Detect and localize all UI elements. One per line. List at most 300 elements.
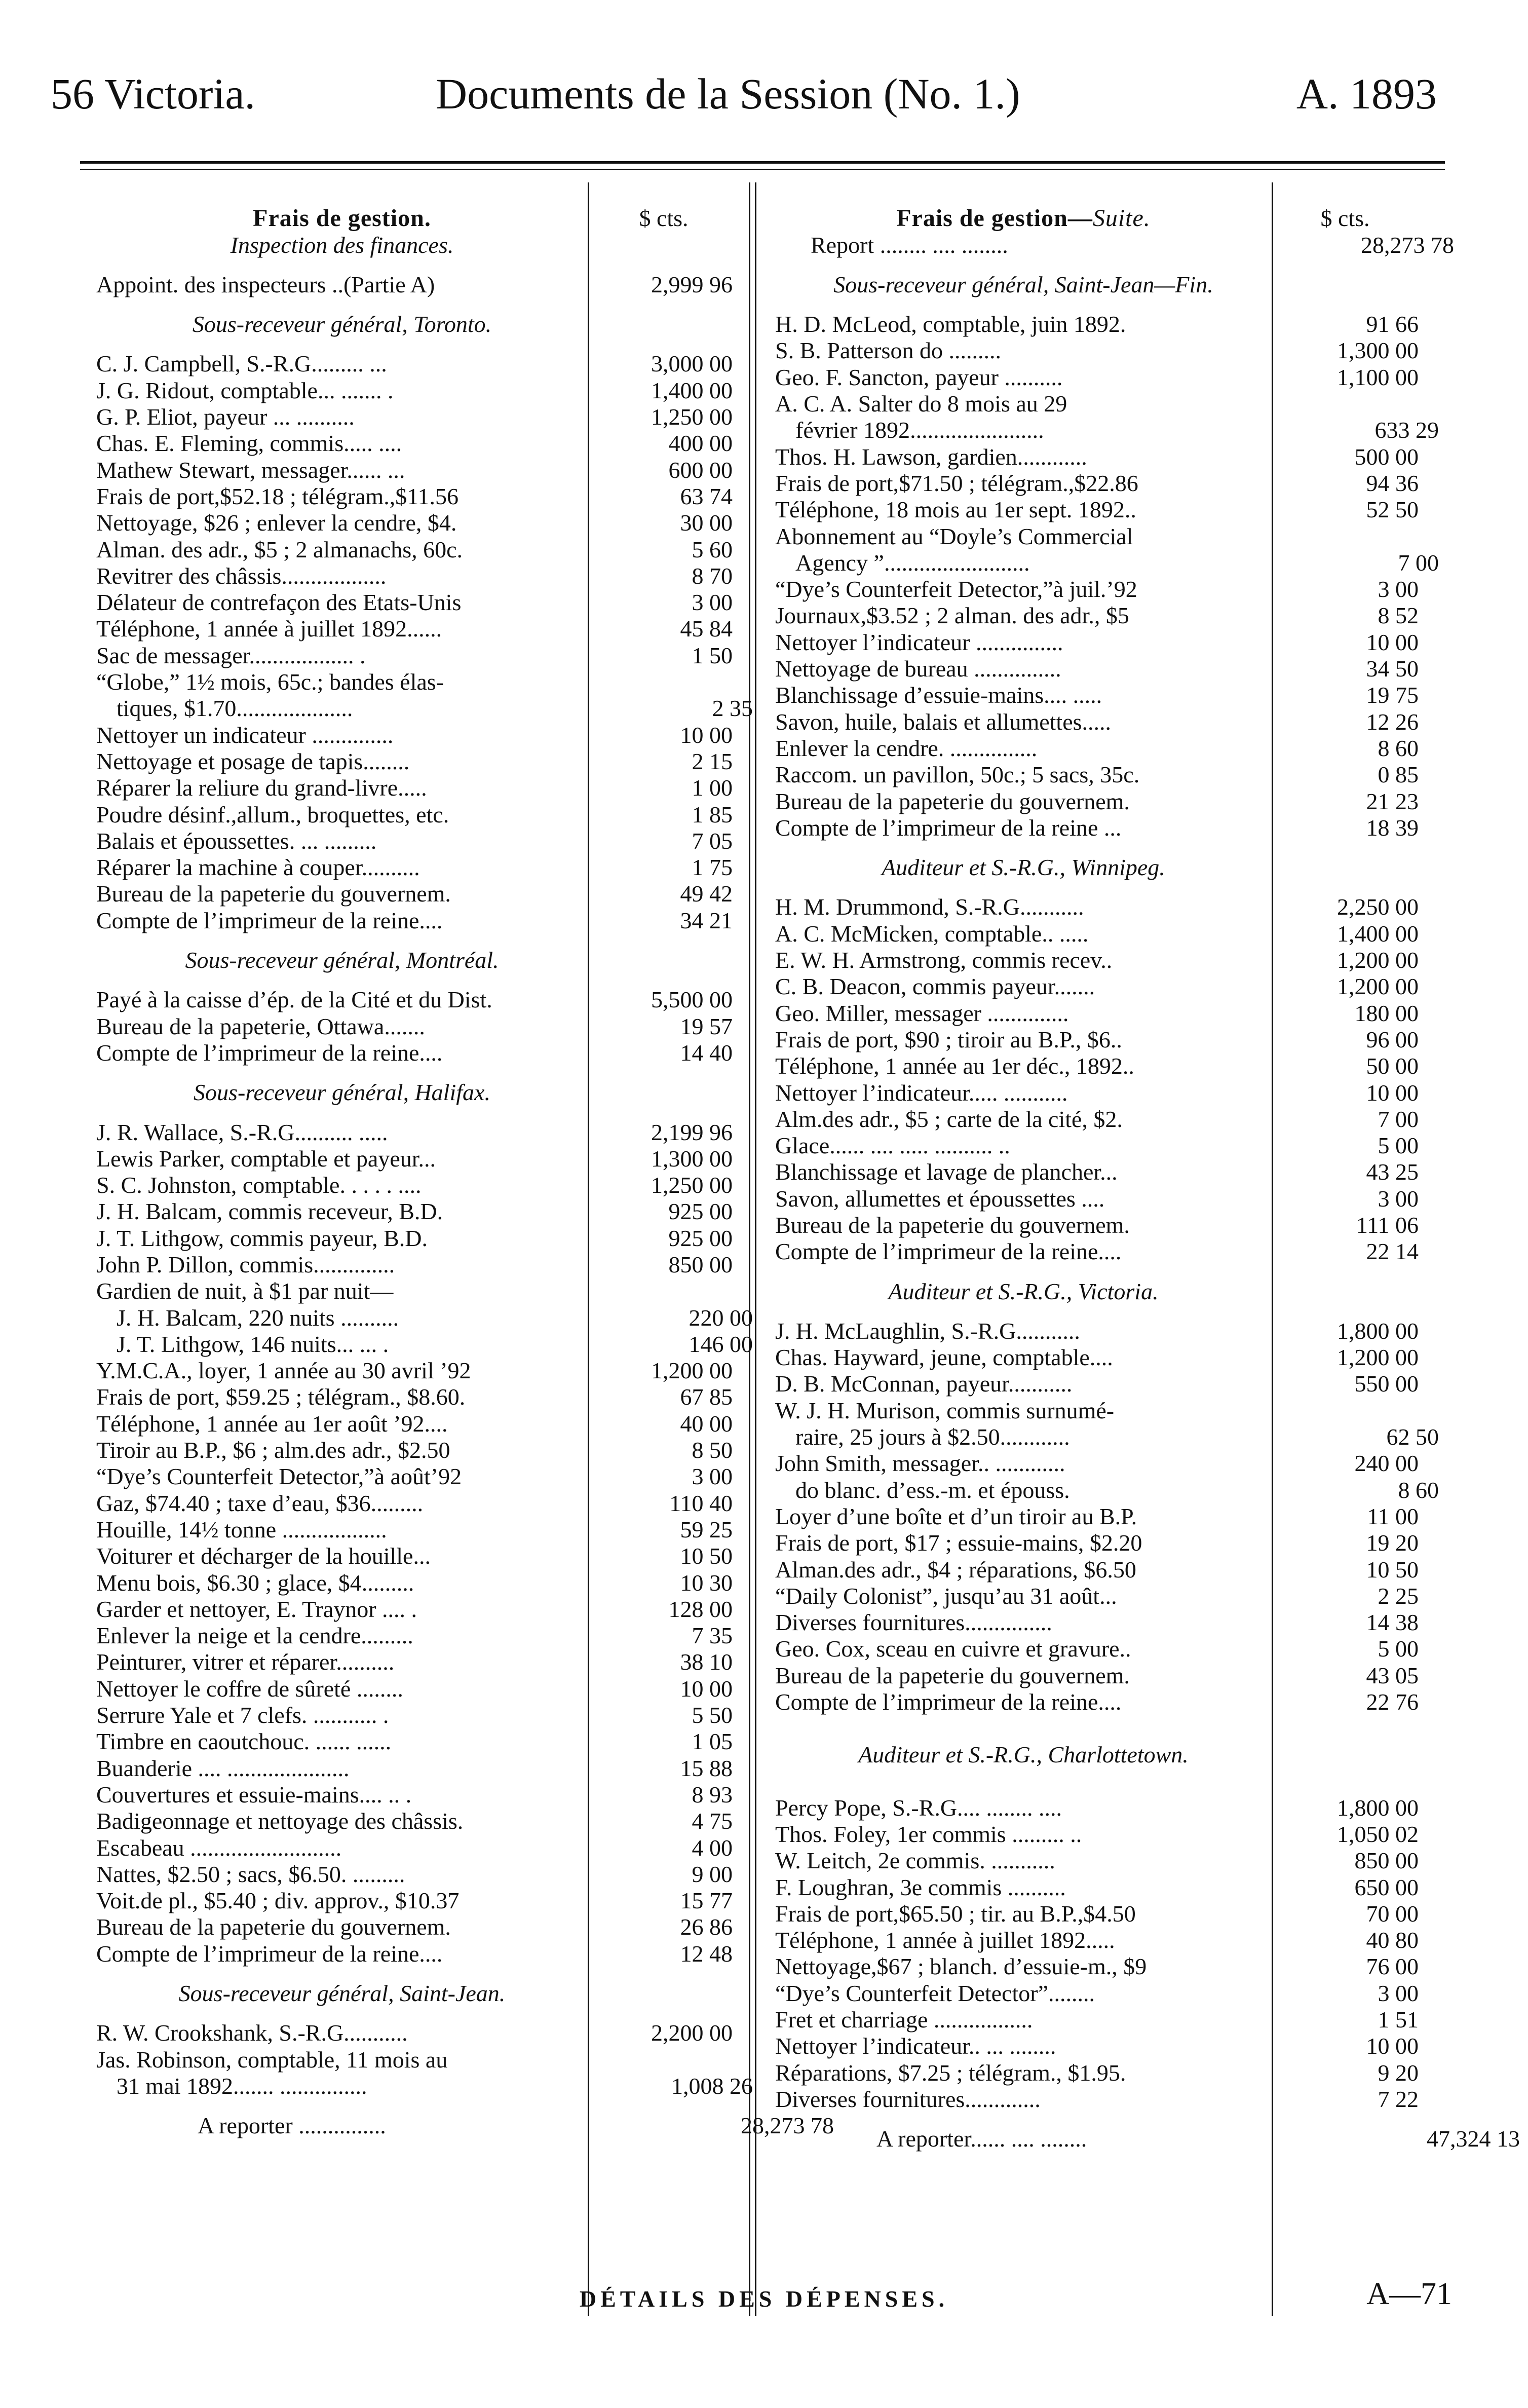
row-description: Mathew Stewart, messager...... ... (96, 457, 405, 483)
row-amount: 22 76 (1366, 1689, 1419, 1715)
ledger-row (775, 337, 1439, 364)
row-amount: 30 00 (680, 510, 733, 536)
row-description: W. J. H. Murison, commis surnumé- (775, 1397, 1115, 1423)
row-amount: 925 00 (668, 1198, 733, 1225)
row-amount: 8 52 (1378, 603, 1419, 629)
row-description: Enlever la cendre. ............... (775, 735, 1038, 761)
row-amount: 12 48 (680, 1940, 733, 1967)
row-description: A reporter ............... (198, 2113, 386, 2139)
ledger-row (775, 1609, 1439, 1636)
header-rule-thick (80, 161, 1445, 164)
row-description: Auditeur et S.-R.G., Winnipeg. (882, 854, 1165, 881)
row-description: Bureau de la papeterie du gouvernem. (96, 881, 451, 907)
row-description: Sous-receveur général, Saint-Jean. (178, 1980, 506, 2006)
ledger-row (775, 1053, 1439, 1079)
row-description: Sac de messager.................. . (96, 642, 366, 668)
ledger-row (96, 1728, 750, 1755)
row-amount: 111 06 (1356, 1212, 1419, 1238)
ledger-row (96, 775, 750, 801)
row-description: Menu bois, $6.30 ; glace, $4......... (96, 1569, 414, 1596)
row-amount: 128 00 (668, 1596, 733, 1622)
row-amount: 2,199 96 (651, 1119, 733, 1145)
ledger-row (775, 1477, 1439, 1503)
ledger-row (775, 1636, 1439, 1662)
row-amount: 21 23 (1366, 788, 1419, 814)
row-spacer (775, 1768, 1439, 1781)
row-amount: 19 57 (680, 1013, 733, 1039)
row-amount: 1,800 00 (1337, 1794, 1419, 1821)
ledger-row (96, 536, 750, 562)
row-description: Houille, 14½ tonne .................. (96, 1516, 387, 1542)
row-description: Blanchissage et lavage de plancher... (775, 1159, 1118, 1185)
column-heading: Frais de gestion. (253, 205, 431, 232)
row-description: Frais de port, $59.25 ; télégram., $8.60. (96, 1384, 466, 1410)
row-spacer (775, 1781, 1439, 1794)
row-amount: 1,008 26 (671, 2073, 753, 2099)
ledger-row (775, 603, 1439, 629)
row-description: J. H. McLaughlin, S.-R.G........... (775, 1318, 1080, 1344)
row-description: Compte de l’imprimeur de la reine.... (775, 1238, 1122, 1265)
row-description: J. T. Lithgow, commis payeur, B.D. (96, 1225, 428, 1251)
header-rule-thin (80, 169, 1445, 170)
row-amount: 43 25 (1366, 1159, 1419, 1185)
row-spacer (96, 2099, 750, 2113)
row-amount: 850 00 (1354, 1848, 1419, 1874)
row-amount: 1,250 00 (651, 404, 733, 430)
ledger-row (775, 1848, 1439, 1874)
row-description: Délateur de contrefaçon des Etats-Unis (96, 589, 462, 616)
row-amount: 14 40 (680, 1039, 733, 1066)
row-description: Téléphone, 1 année à juillet 1892..... (775, 1927, 1115, 1953)
row-description: A. C. McMicken, comptable.. ..... (775, 920, 1089, 947)
row-amount: 7 35 (692, 1623, 733, 1649)
row-amount: 34 21 (680, 907, 733, 933)
header-title: Documents de la Session (No. 1.) (436, 69, 1020, 118)
row-amount: 10 50 (680, 1543, 733, 1569)
row-description: Thos. Foley, 1er commis ......... .. (775, 1821, 1082, 1847)
ledger-row (96, 2020, 750, 2046)
row-amount: 1,300 00 (651, 1145, 733, 1172)
ledger-row (775, 497, 1439, 523)
row-spacer (96, 973, 750, 987)
row-amount: 91 66 (1366, 311, 1419, 337)
ledger-row (96, 907, 750, 933)
row-amount: 67 85 (680, 1384, 733, 1410)
row-amount: 59 25 (680, 1516, 733, 1542)
row-amount: 2 25 (1378, 1583, 1419, 1609)
row-amount: 2 15 (692, 748, 733, 774)
row-amount: 550 00 (1354, 1371, 1419, 1397)
ledger-row (96, 483, 750, 510)
row-description: Agency ”......................... (795, 549, 1030, 576)
row-spacer (775, 258, 1439, 272)
row-amount: 5 00 (1378, 1133, 1419, 1159)
row-amount: 34 50 (1366, 656, 1419, 682)
section-heading (775, 272, 1439, 298)
row-description: Réparer la machine à couper.......... (96, 854, 420, 881)
ledger-row (775, 1503, 1439, 1530)
row-amount: 8 60 (1378, 735, 1419, 761)
row-description: Chas. Hayward, jeune, comptable.... (775, 1344, 1113, 1371)
ledger-row (775, 1874, 1439, 1900)
ledger-row (96, 616, 750, 642)
row-description: Réparer la reliure du grand-livre..... (96, 775, 427, 801)
row-amount: 146 00 (689, 1331, 753, 1357)
row-amount: 7 00 (1378, 1106, 1419, 1132)
row-amount: 2,200 00 (651, 2020, 733, 2046)
row-amount: 633 29 (1374, 417, 1439, 443)
row-spacer (96, 1066, 750, 1079)
row-spacer (775, 298, 1439, 311)
currency-heading: $ cts. (1320, 205, 1370, 232)
row-spacer (96, 298, 750, 311)
ledger-row (96, 377, 750, 403)
ledger-row (96, 1331, 753, 1358)
ledger-row (96, 1888, 750, 1914)
ledger-row (775, 364, 1439, 390)
row-amount: 9 20 (1378, 2059, 1419, 2086)
ledger-row (96, 1675, 750, 1702)
row-description: Compte de l’imprimeur de la reine.... (96, 1039, 443, 1066)
ledger-row (775, 1318, 1439, 1344)
ledger-row (775, 1344, 1439, 1371)
section-heading (96, 1079, 750, 1106)
row-spacer (96, 1106, 750, 1119)
row-description: Frais de port, $17 ; essuie-mains, $2.20 (775, 1530, 1142, 1556)
ledger-row (96, 404, 750, 430)
row-description: Loyer d’une boîte et d’un tiroir au B.P. (775, 1503, 1137, 1529)
column-heading-row (96, 205, 750, 232)
ledger-row (96, 1861, 750, 1888)
row-description: Auditeur et S.-R.G., Victoria. (888, 1278, 1159, 1304)
row-spacer (775, 1715, 1439, 1728)
row-description: Geo. F. Sancton, payeur .......... (775, 364, 1063, 390)
ledger-row (775, 1424, 1439, 1450)
ledger-row (96, 1384, 750, 1410)
ledger-row (775, 1371, 1439, 1397)
ledger-row (96, 351, 750, 377)
row-description: “Daily Colonist”, jusqu’au 31 août... (775, 1583, 1117, 1609)
row-amount: 925 00 (668, 1225, 733, 1251)
page-number: A—71 (1366, 2277, 1452, 2311)
ledger-row (96, 1569, 750, 1596)
ledger-row (96, 1808, 750, 1834)
row-description: Sous-receveur général, Toronto. (192, 311, 492, 337)
footer-title: DÉTAILS DES DÉPENSES. (579, 2286, 949, 2312)
row-amount: 47,324 13 (1427, 2126, 1520, 2152)
row-amount: 94 36 (1366, 470, 1419, 496)
section-heading (96, 1980, 750, 2007)
row-amount: 8 93 (692, 1781, 733, 1808)
row-amount: 1,250 00 (651, 1172, 733, 1198)
row-amount: 40 00 (680, 1410, 733, 1437)
row-amount: 28,273 78 (741, 2113, 834, 2139)
row-description: “Dye’s Counterfeit Detector”........ (775, 1980, 1095, 2006)
ledger-row (96, 430, 750, 457)
row-description: Gaz, $74.40 ; taxe d’eau, $36......... (96, 1490, 424, 1516)
row-description: Serrure Yale et 7 clefs. ........... . (96, 1702, 389, 1728)
row-description: Percy Pope, S.-R.G.... ........ .... (775, 1794, 1062, 1821)
total-row (775, 2126, 1520, 2152)
row-description: Payé à la caisse d’ép. de la Cité et du Dist. (96, 987, 492, 1013)
row-description: “Dye’s Counterfeit Detector,”à juil.’92 (775, 576, 1137, 603)
ledger-row (775, 1185, 1439, 1212)
row-amount: 18 39 (1366, 814, 1419, 841)
row-amount: 10 00 (1366, 2033, 1419, 2059)
row-description: Inspection des finances. (230, 232, 454, 258)
row-description: C. B. Deacon, commis payeur....... (775, 973, 1095, 1000)
row-amount: 8 50 (692, 1437, 733, 1463)
row-description: Bureau de la papeterie du gouvernem. (775, 1212, 1130, 1238)
row-description: do blanc. d’ess.-m. et épouss. (795, 1477, 1070, 1503)
row-description: A. C. A. Salter do 8 mois au 29 (775, 391, 1067, 417)
ledger-row (775, 550, 1439, 576)
ledger-row (775, 656, 1439, 682)
row-amount: 10 30 (680, 1569, 733, 1596)
row-amount: 15 88 (680, 1755, 733, 1781)
ledger-row (775, 708, 1439, 735)
row-description: Frais de port, $90 ; tiroir au B.P., $6.. (775, 1026, 1122, 1052)
row-description: Alman.des adr., $4 ; réparations, $6.50 (775, 1556, 1136, 1583)
row-amount: 0 85 (1378, 762, 1419, 788)
ledger-row (96, 1782, 750, 1808)
row-amount: 1,400 00 (1337, 920, 1419, 947)
row-description: Revitrer des châssis.................. (96, 562, 387, 589)
row-description: J. G. Ridout, comptable... ....... . (96, 377, 394, 403)
row-description: Téléphone, 1 année au 1er août ’92.... (96, 1410, 448, 1437)
ledger-row (775, 2059, 1439, 2086)
row-description: Nettoyer un indicateur .............. (96, 722, 394, 748)
row-description: Y.M.C.A., loyer, 1 année au 30 avril ’92 (96, 1358, 471, 1384)
row-description: Téléphone, 1 année à juillet 1892...... (96, 616, 442, 642)
row-amount: 1 51 (1378, 2007, 1419, 2033)
row-description: Enlever la neige et la cendre......... (96, 1623, 413, 1649)
row-description: Compte de l’imprimeur de la reine.... (96, 1940, 443, 1967)
ledger-row (775, 1530, 1439, 1556)
row-amount: 500 00 (1354, 443, 1419, 470)
ledger-row (96, 1914, 750, 1940)
row-amount: 1 75 (692, 854, 733, 881)
row-description: Compte de l’imprimeur de la reine ... (775, 814, 1122, 841)
header-session: 56 Victoria. (51, 69, 256, 118)
section-heading (775, 1278, 1439, 1304)
ledger-row (775, 1159, 1439, 1185)
row-description: Glace...... .... ..... .......... .. (775, 1133, 1010, 1159)
row-amount: 40 80 (1366, 1927, 1419, 1953)
row-amount: 240 00 (1354, 1450, 1419, 1477)
ledger-row (96, 510, 750, 536)
row-description: Balais et époussettes. ... ......... (96, 827, 377, 854)
ledger-row (775, 788, 1439, 814)
ledger-row (96, 1278, 750, 1304)
ledger-row (96, 2046, 750, 2073)
row-description: Alm.des adr., $5 ; carte de la cité, $2. (775, 1106, 1123, 1132)
row-description: Timbre en caoutchouc. ...... ...... (96, 1728, 392, 1755)
currency-heading: $ cts. (639, 205, 689, 232)
row-amount: 1,300 00 (1337, 337, 1419, 364)
ledger-row (96, 1013, 750, 1039)
row-description: J. T. Lithgow, 146 nuits... ... . (117, 1331, 389, 1357)
ledger-row (96, 801, 750, 827)
ledger-row (96, 1358, 750, 1384)
ledger-row (775, 1662, 1439, 1688)
row-amount: 3,000 00 (651, 351, 733, 377)
row-description: Nattes, $2.50 ; sacs, $6.50. ......... (96, 1861, 405, 1887)
row-amount: 2,250 00 (1337, 894, 1419, 920)
row-amount: 1,200 00 (1337, 973, 1419, 1000)
left-column (96, 205, 834, 2139)
row-amount: 43 05 (1366, 1662, 1419, 1688)
ledger-row (775, 2086, 1439, 2113)
ledger-row (775, 470, 1439, 497)
row-description: Nettoyage et posage de tapis........ (96, 748, 410, 774)
row-amount: 11 00 (1367, 1503, 1419, 1529)
row-amount: 10 00 (1366, 629, 1419, 655)
ledger-row (775, 1583, 1439, 1609)
row-amount: 63 74 (680, 483, 733, 509)
row-amount: 10 00 (1366, 1079, 1419, 1106)
ledger-row (96, 1834, 750, 1861)
ledger-row (96, 722, 750, 748)
row-description: Nettoyage, $26 ; enlever la cendre, $4. (96, 510, 457, 536)
row-spacer (96, 258, 750, 272)
row-amount: 22 14 (1366, 1238, 1419, 1265)
row-description: Bureau de la papeterie, Ottawa....... (96, 1013, 425, 1039)
row-amount: 7 22 (1378, 2086, 1419, 2112)
row-description: Frais de port,$71.50 ; télégram.,$22.86 (775, 470, 1138, 496)
row-description: Auditeur et S.-R.G., Charlottetown. (858, 1742, 1189, 1768)
ledger-row (96, 1517, 750, 1543)
row-description: Frais de port,$52.18 ; télégram.,$11.56 (96, 483, 459, 509)
section-heading (775, 854, 1439, 881)
ledger-row (96, 1596, 750, 1623)
row-amount: 76 00 (1366, 1953, 1419, 1980)
row-description: Savon, allumettes et époussettes .... (775, 1185, 1105, 1212)
row-description: C. J. Campbell, S.-R.G......... ... (96, 351, 387, 377)
row-description: E. W. H. Armstrong, commis recev.. (775, 947, 1113, 973)
row-description: D. B. McConnan, payeur........... (775, 1371, 1073, 1397)
ledger-row (775, 1821, 1439, 1848)
ledger-row (96, 2073, 753, 2099)
row-amount: 3 00 (692, 589, 733, 616)
row-description: 31 mai 1892....... ............... (117, 2073, 367, 2099)
ledger-row (775, 1980, 1439, 2006)
row-amount: 3 00 (692, 1463, 733, 1490)
ledger-row (96, 1198, 750, 1225)
row-amount: 1,400 00 (651, 377, 733, 403)
row-description: Peinturer, vitrer et réparer.......... (96, 1649, 395, 1675)
row-description: R. W. Crookshank, S.-R.G........... (96, 2020, 408, 2046)
ledger-row (96, 1252, 750, 1278)
ledger-row (96, 1172, 750, 1198)
row-amount: 1,200 00 (1337, 947, 1419, 973)
ledger-row (96, 1649, 750, 1675)
row-description: Voiturer et décharger de la houille... (96, 1543, 431, 1569)
row-amount: 9 00 (692, 1861, 733, 1887)
ledger-row (775, 1027, 1439, 1053)
row-description: Abonnement au “Doyle’s Commercial (775, 523, 1133, 549)
row-amount: 180 00 (1354, 1000, 1419, 1026)
ledger-row (775, 1689, 1439, 1715)
row-amount: 1,100 00 (1337, 364, 1419, 390)
row-amount: 10 00 (680, 1675, 733, 1702)
row-description: Appoint. des inspecteurs ..(Partie A) (96, 271, 435, 297)
row-description: J. R. Wallace, S.-R.G.......... ..... (96, 1119, 388, 1145)
row-spacer (96, 2007, 750, 2020)
row-description: “Dye’s Counterfeit Detector,”à août’92 (96, 1463, 462, 1490)
ledger-row (775, 1556, 1439, 1583)
row-spacer (775, 1265, 1439, 1278)
ledger-row (96, 1463, 750, 1490)
row-amount: 70 00 (1366, 1900, 1419, 1927)
ledger-row (96, 1623, 750, 1649)
row-spacer (96, 337, 750, 351)
ledger-row (96, 642, 750, 668)
ledger-row (775, 920, 1439, 947)
ledger-row (96, 1702, 750, 1728)
row-description: Report ........ .... ........ (811, 232, 1008, 258)
row-amount: 8 60 (1398, 1477, 1439, 1503)
ledger-row (775, 232, 1454, 258)
row-amount: 19 75 (1366, 682, 1419, 708)
row-amount: 220 00 (689, 1304, 753, 1331)
row-description: raire, 25 jours à $2.50............ (795, 1424, 1070, 1450)
row-description: H. M. Drummond, S.-R.G........... (775, 894, 1084, 920)
ledger-row (775, 1794, 1439, 1821)
row-description: Savon, huile, balais et allumettes..... (775, 708, 1112, 735)
row-description: Chas. E. Fleming, commis..... .... (96, 430, 402, 457)
ledger-row (96, 854, 750, 881)
row-spacer (775, 1728, 1439, 1742)
ledger-row (775, 894, 1439, 920)
row-amount: 4 75 (692, 1808, 733, 1834)
section-heading (96, 947, 750, 973)
row-description: Nettoyer l’indicateur..... ........... (775, 1079, 1068, 1106)
ledger-row (96, 1225, 750, 1251)
row-description: Bureau de la papeterie du gouvernem. (96, 1914, 451, 1940)
row-description: Raccom. un pavillon, 50c.; 5 sacs, 35c. (775, 762, 1140, 788)
row-amount: 3 00 (1378, 576, 1419, 603)
row-description: Escabeau .......................... (96, 1834, 342, 1861)
row-description: Geo. Cox, sceau en cuivre et gravure.. (775, 1636, 1131, 1662)
row-amount: 12 26 (1366, 708, 1419, 735)
row-amount: 1,200 00 (651, 1358, 733, 1384)
row-amount: 26 86 (680, 1914, 733, 1940)
ledger-row (96, 589, 750, 616)
column-heading: Frais de gestion—Suite. (896, 205, 1151, 232)
right-column (775, 205, 1520, 2152)
row-amount: 1,200 00 (1337, 1344, 1419, 1371)
ledger-row (775, 947, 1439, 973)
row-description: Lewis Parker, comptable et payeur... (96, 1145, 436, 1172)
ledger-row (775, 1450, 1439, 1477)
row-description: Nettoyer le coffre de sûreté ........ (96, 1675, 403, 1702)
row-amount: 10 50 (1366, 1556, 1419, 1583)
ledger-row (775, 735, 1439, 762)
row-description: Badigeonnage et nettoyage des châssis. (96, 1808, 464, 1834)
header-year: A. 1893 (1296, 69, 1437, 118)
ledger-row (96, 1543, 750, 1569)
row-amount: 96 00 (1366, 1026, 1419, 1052)
row-description: Réparations, $7.25 ; télégram., $1.95. (775, 2059, 1126, 2086)
row-description: Compte de l’imprimeur de la reine.... (96, 907, 443, 933)
row-description: Sous-receveur général, Montréal. (185, 947, 499, 973)
ledger-row (775, 815, 1439, 841)
ledger-row (775, 417, 1439, 443)
row-amount: 15 77 (680, 1888, 733, 1914)
ledger-row (775, 2007, 1439, 2033)
ledger-row (96, 1119, 750, 1145)
